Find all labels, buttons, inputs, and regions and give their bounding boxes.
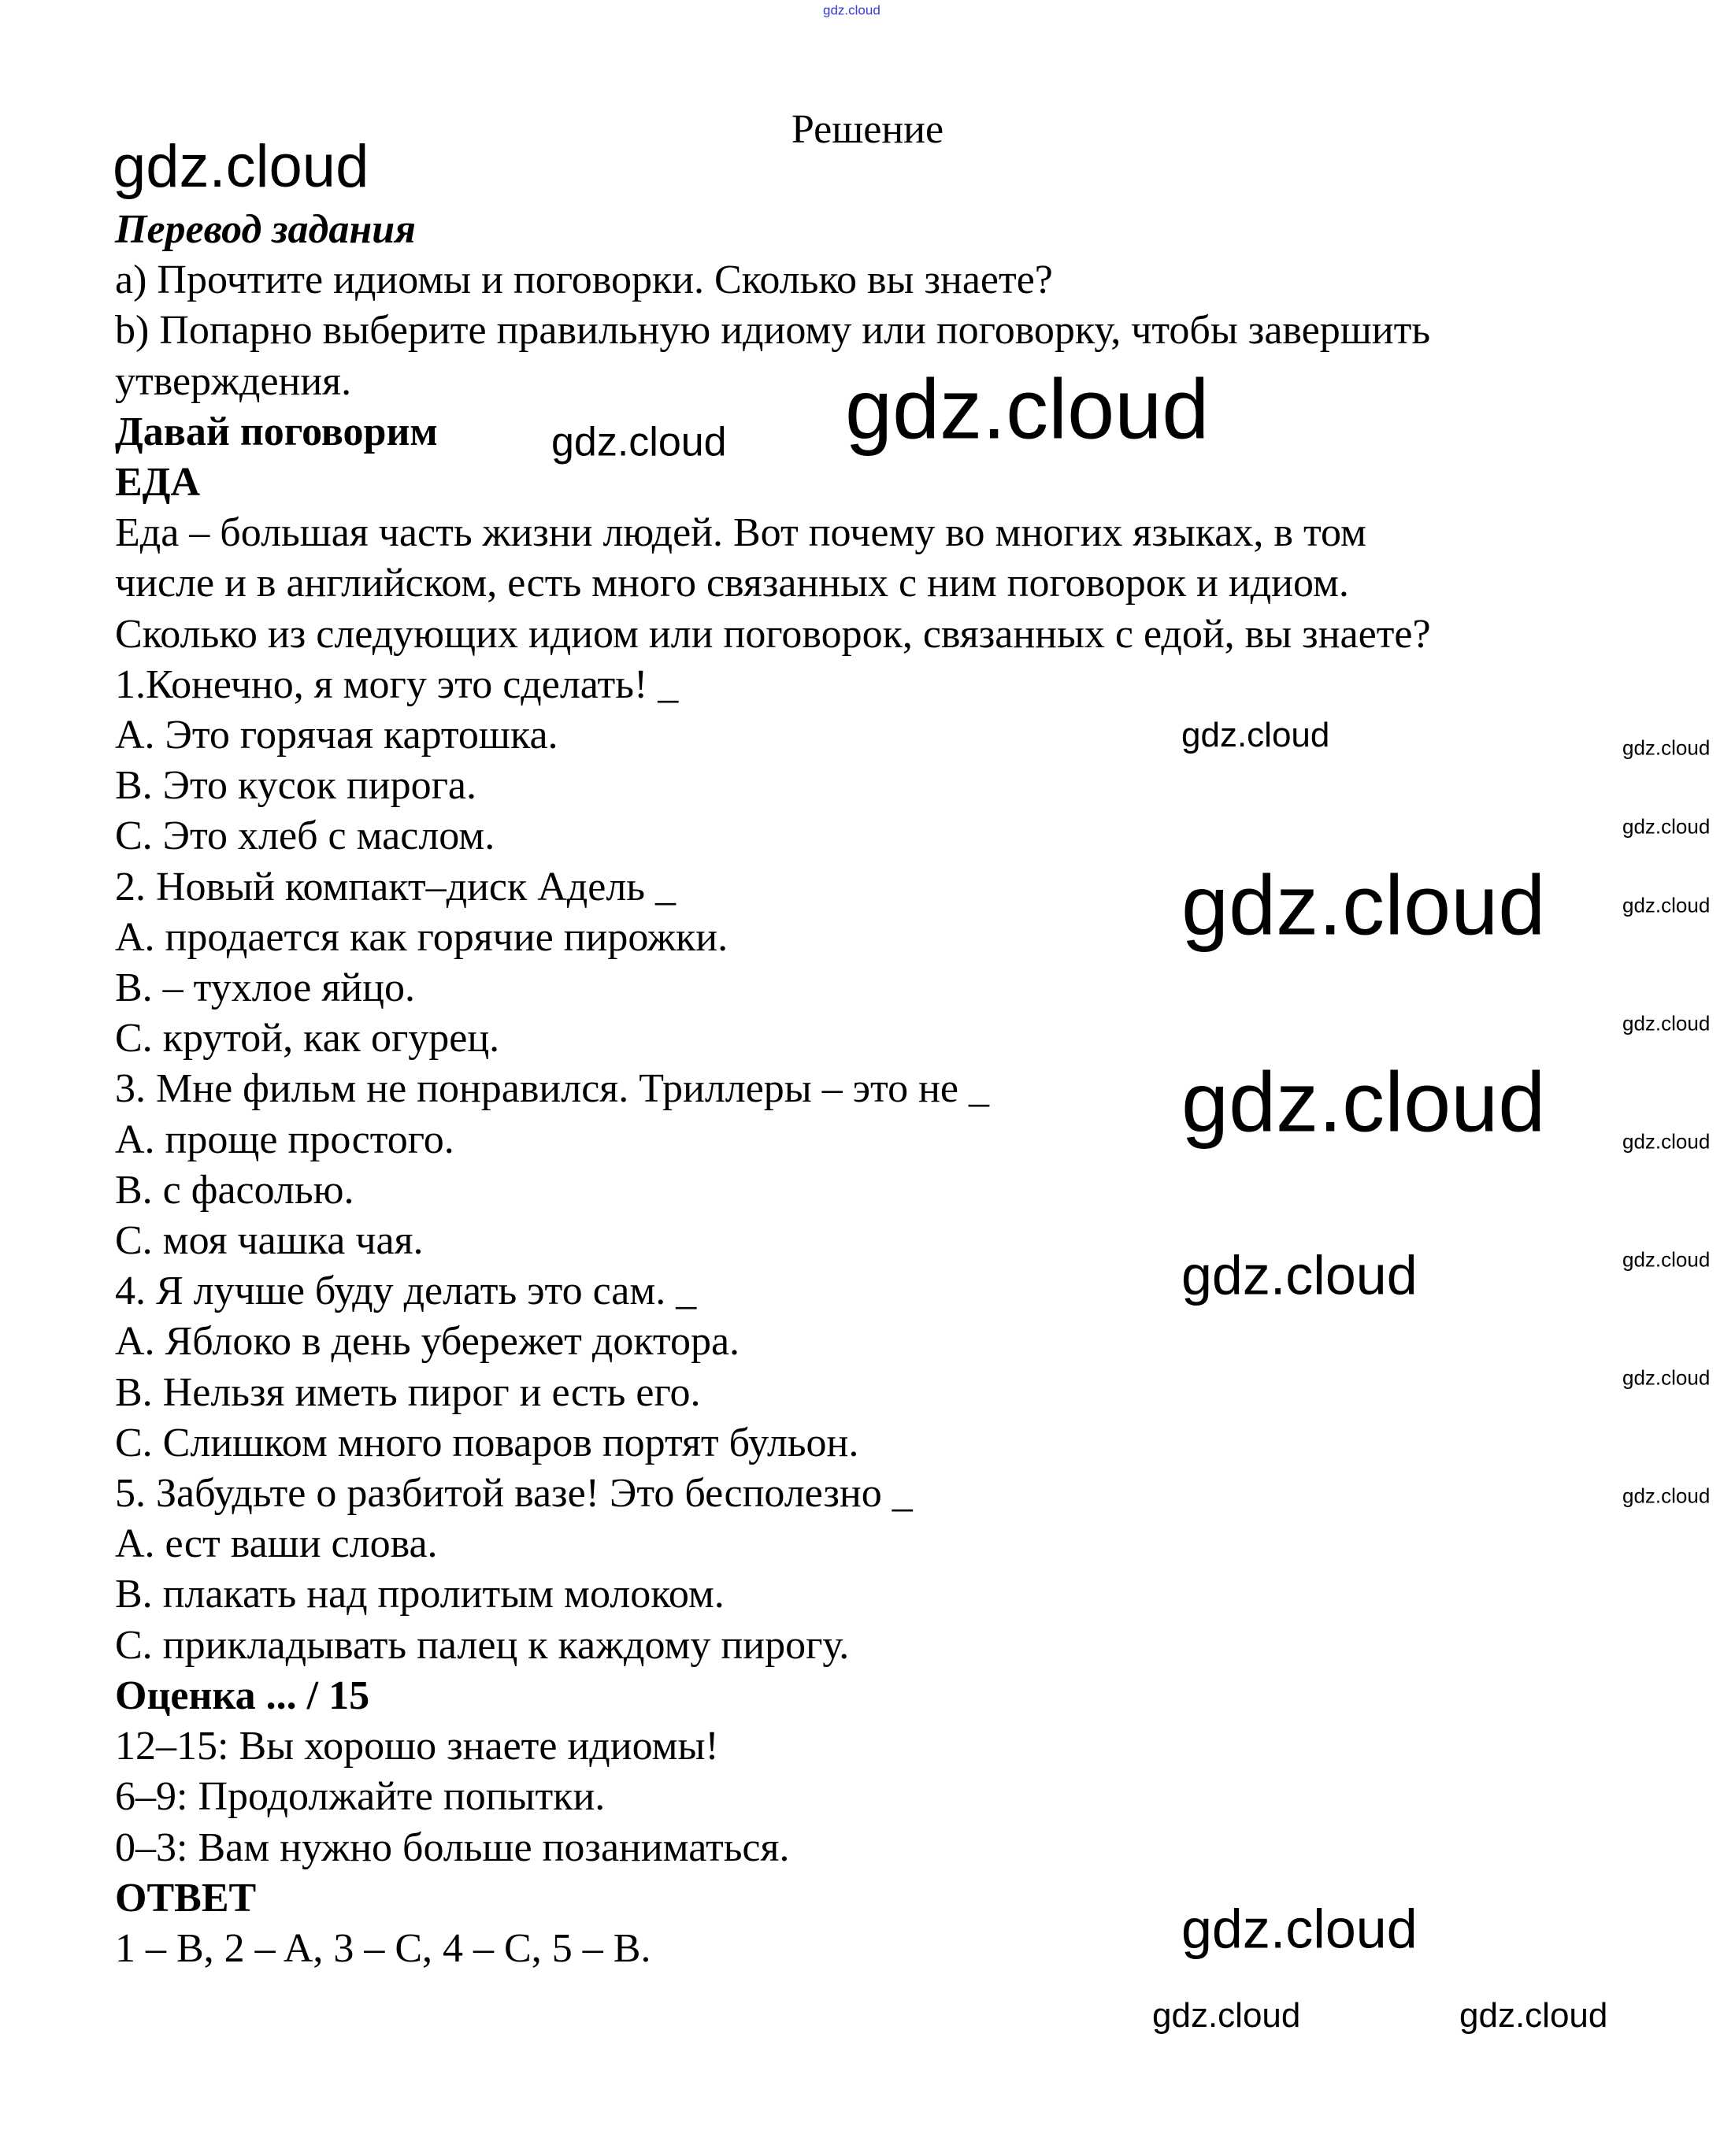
- task-b: b) Попарно выберите правильную идиому или поговорку, чтобы завершить: [115, 308, 1431, 354]
- question: 2. Новый компакт–диск Адель _: [115, 864, 677, 909]
- question: 3. Мне фильм не понравился. Триллеры – это не _: [115, 1066, 990, 1112]
- watermark-top: gdz.cloud: [823, 2, 880, 18]
- option: B. – тухлое яйцо.: [115, 965, 415, 1011]
- score-line: 12–15: Вы хорошо знаете идиомы!: [115, 1724, 719, 1769]
- watermark: gdz.cloud: [1181, 857, 1546, 953]
- topic-heading: ЕДА: [115, 460, 201, 506]
- answer-heading: ОТВЕТ: [115, 1875, 257, 1921]
- answer-text: 1 – B, 2 – A, 3 – C, 4 – C, 5 – B.: [115, 1925, 651, 1971]
- score-line: 6–9: Продолжайте попытки.: [115, 1774, 606, 1820]
- intro-line: Еда – большая часть жизни людей. Вот почему во многих языках, в том: [115, 510, 1366, 556]
- option: A. продается как горячие пирожки.: [115, 914, 728, 960]
- watermark: gdz.cloud: [1622, 814, 1711, 839]
- option: A. проще простого.: [115, 1117, 454, 1162]
- watermark: gdz.cloud: [1459, 1995, 1608, 2035]
- option: A. Это горячая картошка.: [115, 713, 558, 758]
- watermark: gdz.cloud: [113, 133, 369, 201]
- option: B. плакать над пролитым молоком.: [115, 1572, 725, 1617]
- watermark: gdz.cloud: [845, 361, 1210, 457]
- watermark: gdz.cloud: [1181, 1244, 1418, 1306]
- watermark: gdz.cloud: [551, 419, 727, 465]
- watermark: gdz.cloud: [1622, 1365, 1711, 1390]
- question: 1.Конечно, я могу это сделать! _: [115, 661, 679, 707]
- task-a: a) Прочтите идиомы и поговорки. Сколько вы знаете?: [115, 257, 1053, 303]
- score-line: 0–3: Вам нужно больше позаниматься.: [115, 1824, 790, 1870]
- watermark: gdz.cloud: [1622, 1484, 1711, 1508]
- option: A. Яблоко в день убережет доктора.: [115, 1319, 740, 1365]
- watermark: gdz.cloud: [1181, 1898, 1418, 1960]
- watermark: gdz.cloud: [1181, 715, 1330, 754]
- option: A. ест ваши слова.: [115, 1521, 438, 1567]
- intro-line: Сколько из следующих идиом или поговорок, связанных с едой, вы знаете?: [115, 611, 1431, 657]
- option: C. крутой, как огурец.: [115, 1016, 500, 1061]
- task-b-cont: утверждения.: [115, 358, 352, 404]
- watermark: gdz.cloud: [1622, 1011, 1711, 1035]
- subheading: Давай поговорим: [115, 409, 438, 454]
- option: B. Это кусок пирога.: [115, 763, 476, 809]
- section-heading: Перевод задания: [115, 207, 416, 252]
- option: C. прикладывать палец к каждому пирогу.: [115, 1622, 850, 1668]
- option: C. Это хлеб с маслом.: [115, 813, 495, 859]
- watermark: gdz.cloud: [1622, 1129, 1711, 1154]
- option: C. Слишком много поваров портят бульон.: [115, 1420, 859, 1465]
- score-heading: Оценка ... / 15: [115, 1673, 370, 1718]
- question: 4. Я лучше буду делать это сам. _: [115, 1269, 697, 1314]
- intro-line: числе и в английском, есть много связанных с ним поговорок и идиом.: [115, 561, 1349, 606]
- watermark: gdz.cloud: [1622, 1247, 1711, 1272]
- question: 5. Забудьте о разбитой вазе! Это бесполезно _: [115, 1471, 913, 1517]
- watermark: gdz.cloud: [1152, 1995, 1301, 2035]
- watermark: gdz.cloud: [1622, 893, 1711, 917]
- option: B. Нельзя иметь пирог и есть его.: [115, 1369, 701, 1415]
- watermark: gdz.cloud: [1181, 1054, 1546, 1150]
- option: B. с фасолью.: [115, 1167, 354, 1213]
- option: C. моя чашка чая.: [115, 1218, 424, 1264]
- watermark: gdz.cloud: [1622, 735, 1711, 760]
- page-title: Решение: [791, 107, 944, 152]
